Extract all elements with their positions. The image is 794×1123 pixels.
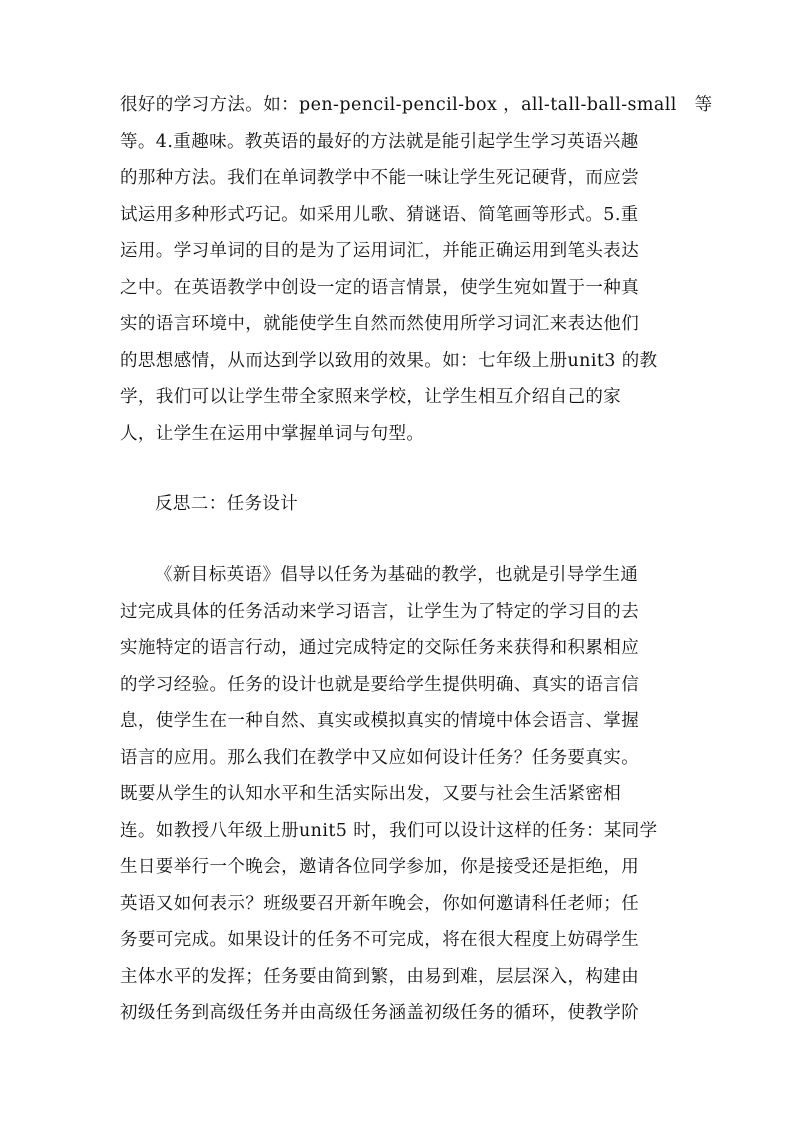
- paragraph-line: 既要从学生的认知水平和生活实际出发，又要与社会生活紧密相: [120, 784, 622, 804]
- paragraph-line: 务要可完成。如果设计的任务不可完成，将在很大程度上妨碍学生: [120, 930, 640, 950]
- paragraph-line: 等。4.重趣味。教英语的最好的方法就是能引起学生学习英语兴趣: [120, 131, 639, 152]
- paragraph-task-design: [120, 557, 680, 1032]
- paragraph-line: 试运用多种形式巧记。如采用儿歌、猜谜语、简笔画等形式。5.重: [120, 204, 639, 225]
- paragraph-line: 的思想感情，从而达到学以致用的效果。如：七年级上册unit3 的教: [120, 350, 658, 371]
- section-heading: 反思二：任务设计: [155, 494, 299, 514]
- paragraph-line: 生日要举行一个晚会，邀请各位同学参加，你是接受还是拒绝，用: [120, 857, 640, 877]
- paragraph-line: 很好的学习方法。如：pen-pencil-pencil-box ，all-tall-ball-small 等: [120, 95, 713, 115]
- paragraph-line: 息，使学生在一种自然、真实或模拟真实的情境中体会语言、掌握: [120, 711, 640, 731]
- paragraph-line: 连。如教授八年级上册unit5 时，我们可以设计这样的任务：某同学: [120, 820, 658, 841]
- paragraph-line: 英语又如何表示？班级要召开新年晚会，你如何邀请科任老师；任: [120, 893, 640, 914]
- paragraph-line: 《新目标英语》倡导以任务为基础的教学，也就是引导学生通: [155, 565, 639, 585]
- paragraph-line: 初级任务到高级任务并由高级任务涵盖初级任务的循环，使教学阶: [120, 1003, 640, 1023]
- paragraph-line: 主体水平的发挥；任务要由简到繁，由易到难，层层深入，构建由: [120, 966, 640, 987]
- section-heading-block: [120, 486, 680, 523]
- paragraph-line: 人，让学生在运用中掌握单词与句型。: [120, 423, 425, 444]
- paragraph-line: 运用。学习单词的目的是为了运用词汇，并能正确运用到笔头表达: [120, 241, 640, 261]
- paragraph-line: 语言的应用。那么我们在教学中又应如何设计任务？任务要真实。: [120, 747, 640, 768]
- paragraph-line: 过完成具体的任务活动来学习语言，让学生为了特定的学习目的去: [120, 601, 640, 622]
- paragraph-line: 实的语言环境中，就能使学生自然而然使用所学习词汇来表达他们: [120, 314, 640, 334]
- paragraph-line: 的学习经验。任务的设计也就是要给学生提供明确、真实的语言信: [120, 674, 640, 695]
- paragraph-line: 的那种方法。我们在单词教学中不能一味让学生死记硬背，而应尝: [120, 168, 640, 188]
- paragraph-line: 实施特定的语言行动，通过完成特定的交际任务来获得和积累相应: [120, 638, 640, 658]
- paragraph-line: 学，我们可以让学生带全家照来学校，让学生相互介绍自己的家: [120, 387, 622, 407]
- paragraph-line: 之中。在英语教学中创设一定的语言情景，使学生宛如置于一种真: [120, 277, 640, 298]
- paragraph-vocabulary-methods: [120, 87, 713, 452]
